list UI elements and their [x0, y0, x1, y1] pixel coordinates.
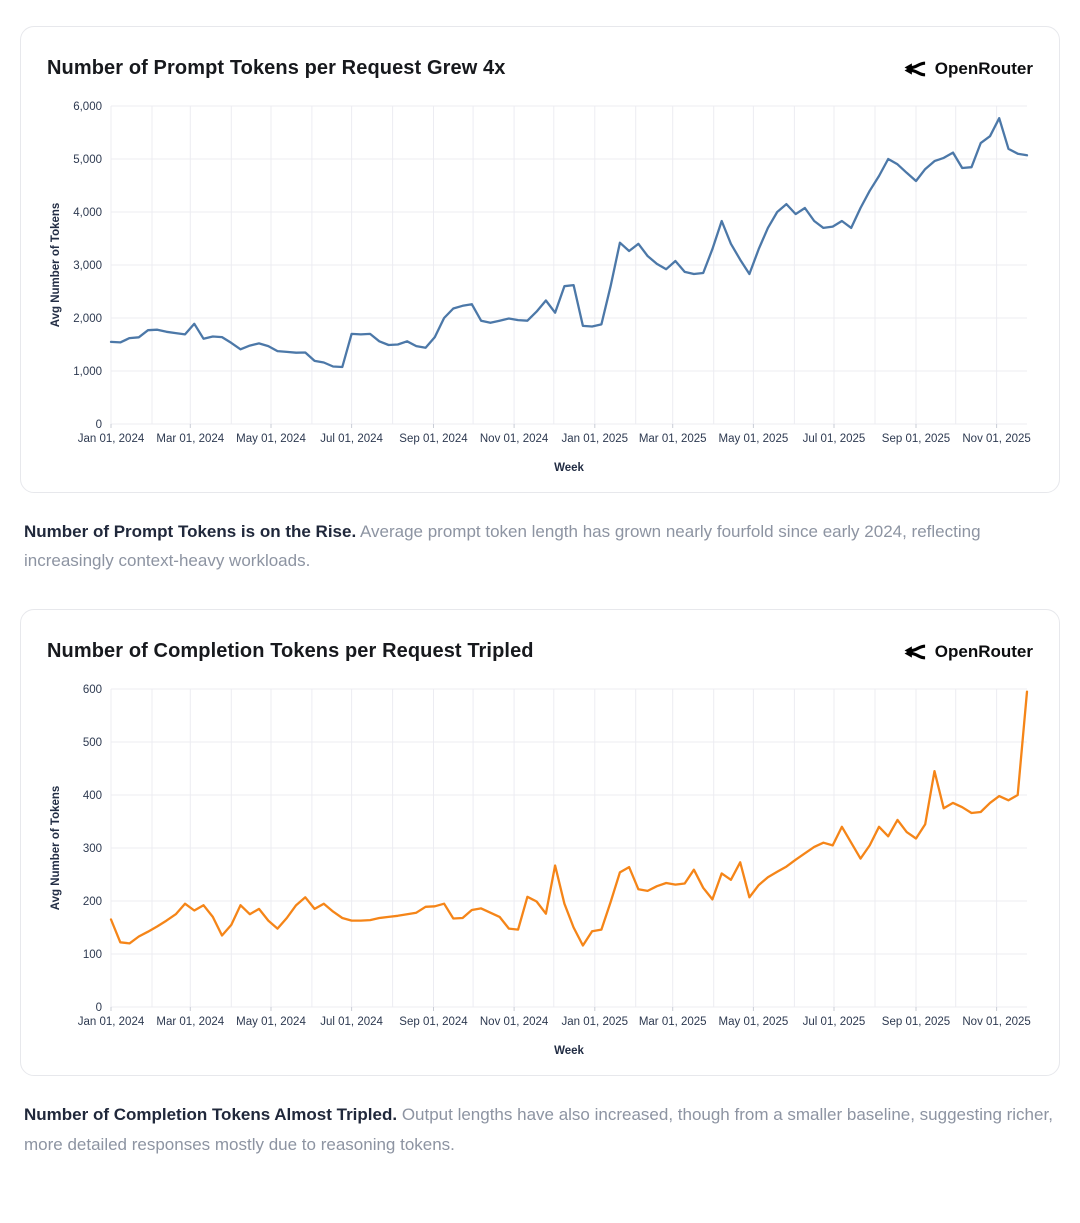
svg-text:2,000: 2,000: [73, 313, 102, 325]
svg-text:Jul 01, 2024: Jul 01, 2024: [320, 433, 383, 445]
svg-text:Avg Number of Tokens: Avg Number of Tokens: [50, 202, 62, 328]
svg-text:300: 300: [82, 843, 102, 856]
svg-text:400: 400: [82, 790, 102, 803]
svg-text:Sep 01, 2024: Sep 01, 2024: [399, 1016, 468, 1029]
prompt-tokens-line-chart: [45, 94, 1033, 478]
brand-lockup: [904, 641, 1033, 663]
prompt-tokens-caption: [24, 517, 1054, 575]
svg-text:May 01, 2024: May 01, 2024: [236, 1016, 306, 1029]
caption-body: Average prompt token length has grown nearly fourfold since early 2024, reflecting increasingly context-heavy workloads.: [24, 522, 981, 571]
svg-text:Sep 01, 2024: Sep 01, 2024: [399, 433, 468, 445]
completion-tokens-chart-card: [20, 609, 1060, 1076]
caption-lead: Number of Prompt Tokens is on the Rise.: [24, 522, 357, 541]
svg-text:May 01, 2024: May 01, 2024: [236, 433, 306, 445]
svg-text:200: 200: [82, 896, 102, 909]
svg-text:Week: Week: [554, 1045, 584, 1058]
svg-text:Nov 01, 2025: Nov 01, 2025: [962, 433, 1031, 445]
brand-name: OpenRouter: [934, 641, 1033, 661]
svg-text:May 01, 2025: May 01, 2025: [718, 433, 789, 445]
svg-text:Mar 01, 2024: Mar 01, 2024: [156, 433, 225, 445]
svg-text:4,000: 4,000: [73, 207, 102, 219]
openrouter-logo-icon: [904, 641, 926, 663]
svg-text:Nov 01, 2024: Nov 01, 2024: [479, 1016, 549, 1029]
svg-text:500: 500: [82, 737, 102, 750]
svg-text:5,000: 5,000: [73, 154, 102, 166]
prompt-tokens-chart-card: [20, 26, 1060, 493]
caption-body: Output lengths have also increased, though from a smaller baseline, suggesting richer, more detailed responses mostly due to reasoning tokens.: [24, 1105, 1053, 1154]
svg-text:Mar 01, 2025: Mar 01, 2025: [638, 433, 707, 445]
svg-text:Nov 01, 2024: Nov 01, 2024: [479, 433, 549, 445]
card-header: [47, 640, 1033, 663]
svg-text:Week: Week: [554, 462, 584, 474]
svg-text:Jan 01, 2025: Jan 01, 2025: [561, 1016, 629, 1029]
brand-name: OpenRouter: [934, 58, 1033, 78]
brand-lockup: [904, 58, 1033, 80]
svg-text:Jul 01, 2025: Jul 01, 2025: [802, 433, 866, 445]
chart-title: Number of Completion Tokens per Request Tripled: [47, 640, 534, 663]
svg-text:Jan 01, 2024: Jan 01, 2024: [77, 433, 145, 445]
svg-text:1,000: 1,000: [73, 366, 102, 378]
completion-tokens-caption: [24, 1100, 1054, 1158]
caption-lead: Number of Completion Tokens Almost Tripled.: [24, 1105, 398, 1125]
chart-title: Number of Prompt Tokens per Request Grew 4x: [47, 57, 506, 79]
svg-text:Jan 01, 2025: Jan 01, 2025: [561, 433, 629, 445]
svg-text:Nov 01, 2025: Nov 01, 2025: [962, 1016, 1031, 1029]
svg-text:Jan 01, 2024: Jan 01, 2024: [77, 1016, 145, 1029]
svg-text:Mar 01, 2024: Mar 01, 2024: [156, 1016, 225, 1029]
svg-text:May 01, 2025: May 01, 2025: [718, 1016, 789, 1029]
svg-text:Jul 01, 2024: Jul 01, 2024: [320, 1016, 383, 1029]
svg-text:Sep 01, 2025: Sep 01, 2025: [881, 433, 951, 445]
completion-tokens-line-chart: [45, 677, 1033, 1061]
svg-text:Jul 01, 2025: Jul 01, 2025: [802, 1016, 866, 1029]
svg-text:600: 600: [82, 684, 102, 697]
openrouter-logo-icon: [904, 58, 926, 80]
svg-text:0: 0: [95, 419, 102, 431]
svg-text:0: 0: [95, 1002, 102, 1015]
svg-text:100: 100: [82, 949, 102, 962]
card-header: [47, 57, 1033, 80]
svg-text:3,000: 3,000: [73, 260, 102, 272]
svg-text:Sep 01, 2025: Sep 01, 2025: [881, 1016, 951, 1029]
svg-text:Avg Number of Tokens: Avg Number of Tokens: [50, 786, 62, 911]
svg-text:Mar 01, 2025: Mar 01, 2025: [638, 1016, 707, 1029]
svg-text:6,000: 6,000: [73, 101, 102, 113]
